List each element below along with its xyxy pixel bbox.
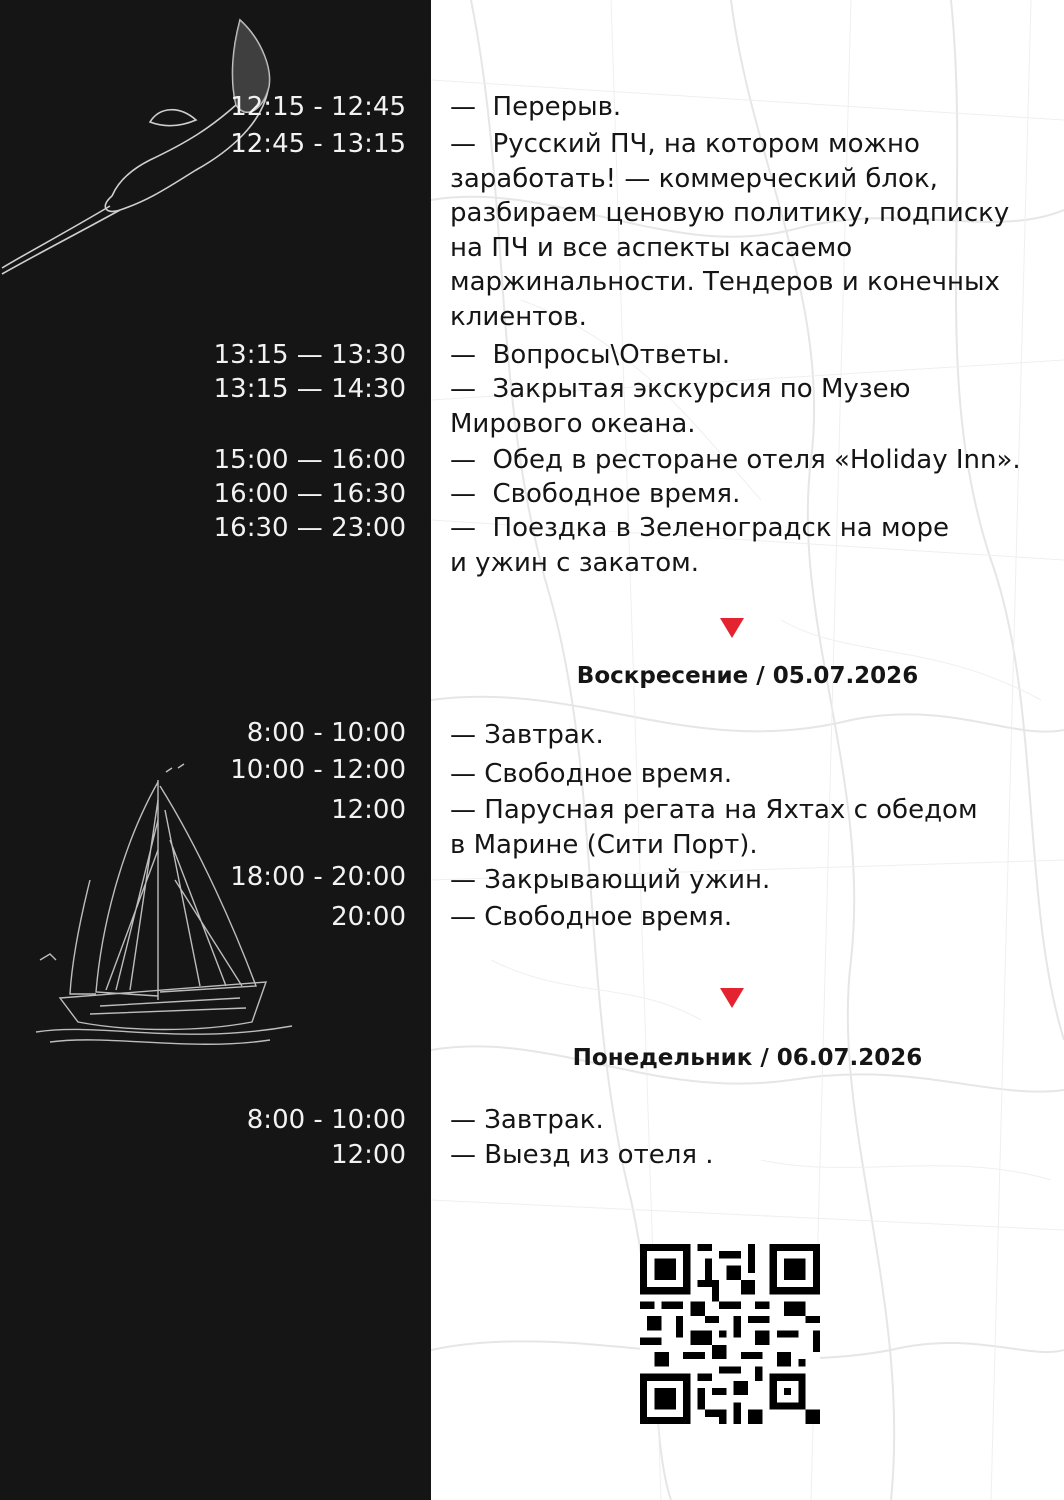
session-time: 8:00 - 10:00 <box>246 718 406 748</box>
session-description: — Завтрак. <box>450 1105 604 1135</box>
session-time: 10:00 - 12:00 <box>230 755 406 785</box>
session-description: — Завтрак. <box>450 720 604 750</box>
section-marker-icon <box>720 988 744 1008</box>
session-time: 18:00 - 20:00 <box>230 862 406 892</box>
day-heading-monday: Понедельник / 06.07.2026 <box>572 1045 923 1071</box>
session-time: 20:00 <box>331 902 406 932</box>
session-description: — Русский ПЧ, на котором можно заработать! — коммерческий блок, разбираем ценовую политику, подписку на ПЧ и все аспекты касаемо маржинальности. Тендеров и конечных клиентов. <box>450 129 1010 332</box>
session-description: — Перерыв. <box>450 92 622 122</box>
session-time: 13:15 — 13:30 <box>213 340 406 370</box>
session-time: 16:30 — 23:00 <box>213 513 406 543</box>
session-time: 8:00 - 10:00 <box>246 1105 406 1135</box>
session-time: 16:00 — 16:30 <box>213 479 406 509</box>
sailboat-illustration <box>30 760 300 1050</box>
session-description: — Свободное время. <box>450 902 733 932</box>
session-description: — Обед в ресторане отеля «Holiday Inn». <box>450 445 1021 475</box>
session-description: — Парусная регата на Яхтах с обедом в Марине (Сити Порт). <box>450 795 978 860</box>
session-time: 12:00 <box>331 1140 406 1170</box>
session-time: 15:00 — 16:00 <box>213 445 406 475</box>
session-time: 12:15 - 12:45 <box>230 92 406 122</box>
left-panel <box>0 0 431 1500</box>
session-description: — Свободное время. <box>450 479 741 509</box>
session-description: — Поездка в Зеленоградск на море и ужин с закатом. <box>450 513 950 578</box>
session-description: — Выезд из отеля . <box>450 1140 714 1170</box>
session-time: 12:00 <box>331 795 406 825</box>
qr-code[interactable] <box>640 1244 820 1424</box>
day-heading-sunday: Воскресение / 05.07.2026 <box>576 663 919 689</box>
session-description: — Закрытая экскурсия по Музею Мирового океана. <box>450 374 911 439</box>
session-description: — Свободное время. <box>450 759 733 789</box>
session-time: 13:15 — 14:30 <box>213 374 406 404</box>
session-time: 12:45 - 13:15 <box>230 129 406 159</box>
section-marker-icon <box>720 618 744 638</box>
session-description: — Закрывающий ужин. <box>450 865 771 895</box>
session-description: — Вопросы\Ответы. <box>450 340 731 370</box>
